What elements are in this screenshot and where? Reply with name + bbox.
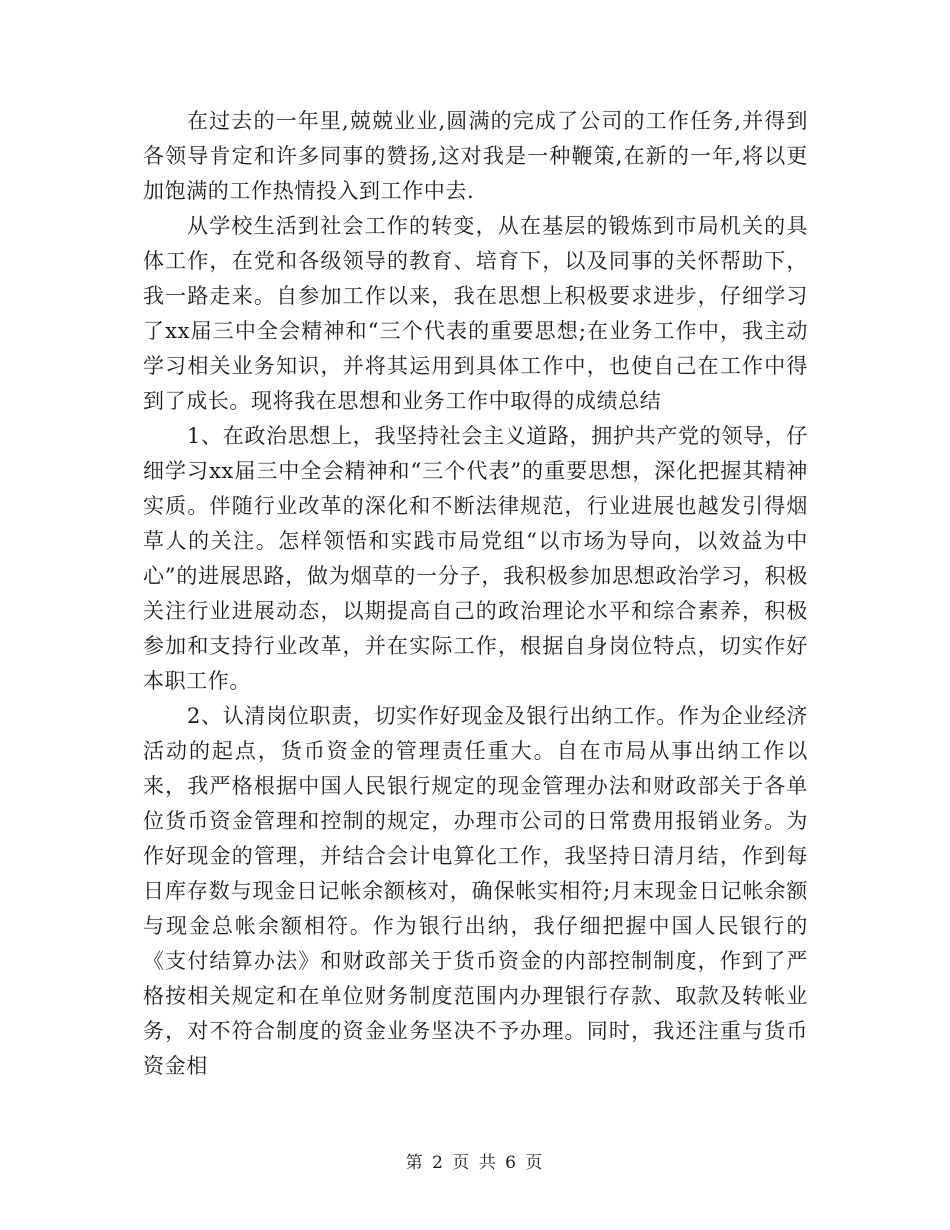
paragraph-transition: 从学校生活到社会工作的转变，从在基层的锻炼到市局机关的具体工作，在党和各级领导的教育、培育下，以及同事的关怀帮助下，我一路走来。自参加工作以来，我在思想上积极要求进步，仔细学习了xx届三中全会精神和“三个代表的重要思想;在业务工作中，我主动学习相关业务知识，并将其运用到具体工作中，也使自己在工作中得到了成长。现将我在思想和业务工作中取得的成绩总结 — [143, 214, 808, 413]
page-number-footer: 第 2 页 共 6 页 — [405, 1153, 545, 1173]
paragraph-intro: 在过去的一年里,兢兢业业,圆满的完成了公司的工作任务,并得到各领导肯定和许多同事的赞扬,这对我是一种鞭策,在新的一年,将以更加饱满的工作热情投入到工作中去. — [143, 109, 808, 203]
document-body — [143, 104, 808, 1084]
paragraph-cashier: 2、认清岗位职责，切实作好现金及银行出纳工作。作为企业经济活动的起点，货币资金的管理责任重大。自在市局从事出纳工作以来，我严格根据中国人民银行规定的现金管理办法和财政部关于各单位货币资金管理和控制的规定，办理市公司的日常费用报销业务。为作好现金的管理，并结合会计电算化工作，我坚持日清月结，作到每日库存数与现金日记帐余额核对，确保帐实相符;月末现金日记帐余额与现金总帐余额相符。作为银行出纳，我仔细把握中国人民银行的《支付结算办法》和财政部关于货币资金的内部控制制度，作到了严格按相关规定和在单位财务制度范围内办理银行存款、取款及转帐业务，对不符合制度的资金业务坚决不予办理。同时，我还注重与货币资金相 — [143, 704, 808, 1078]
paragraph-political: 1、在政治思想上，我坚持社会主义道路，拥护共产党的领导，仔细学习xx届三中全会精神和“三个代表”的重要思想，深化把握其精神实质。伴随行业改革的深化和不断法律规范，行业进展也越发引得烟草人的关注。怎样领悟和实践市局党组“以市场为导向，以效益为中心”的进展思路，做为烟草的一分子，我积极参加思想政治学习，积极关注行业进展动态，以期提高自己的政治理论水平和综合素养，积极参加和支持行业改革，并在实际工作，根据自身岗位特点，切实作好本职工作。 — [143, 424, 808, 693]
